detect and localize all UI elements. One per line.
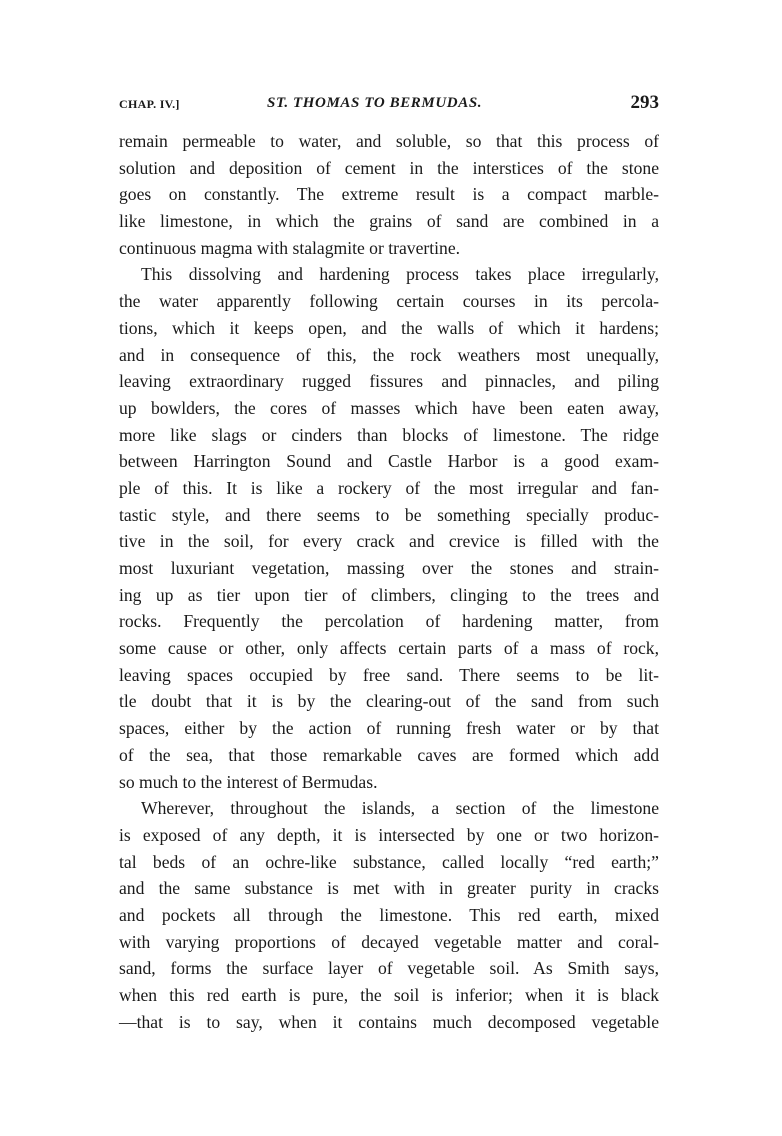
text-line: the water apparently following certain courses in its percola-	[119, 291, 659, 312]
text-line: with varying proportions of decayed vegetable matter and coral-	[119, 931, 659, 952]
text-line: most luxuriant vegetation, massing over the stones and strain-	[119, 558, 659, 578]
text-line: leaving spaces occupied by free sand. There seems to be lit-	[119, 664, 659, 685]
text-line: of the sea, that those remarkable caves are formed which add	[119, 744, 659, 765]
running-title: ST. THOMAS TO BERMUDAS.	[267, 95, 483, 111]
text-line: up bowlders, the cores of masses which have been eaten away,	[119, 397, 659, 418]
text-line: tions, which it keeps open, and the walls of which it hardens;	[119, 317, 659, 338]
text-line: and pockets all through the limestone. This red earth, mixed	[119, 904, 659, 925]
text-line: sand, forms the surface layer of vegetable soil. As Smith says,	[119, 958, 659, 979]
text-line: so much to the interest of Bermudas.	[119, 771, 378, 792]
text-line: ple of this. It is like a rockery of the most irregular and fan-	[119, 477, 659, 498]
text-line: ing up as tier upon tier of climbers, clinging to the trees and	[119, 584, 659, 605]
text-line: more like slags or cinders than blocks of limestone. The ridge	[119, 424, 659, 445]
text-line: and the same substance is met with in greater purity in cracks	[119, 878, 659, 899]
text-line: remain permeable to water, and soluble, so that this process of	[119, 131, 659, 151]
paragraph-start-line: Wherever, throughout the islands, a section of the limestone	[141, 798, 659, 819]
text-line: tal beds of an ochre-like substance, called locally “red earth;”	[119, 851, 659, 872]
text-line: —that is to say, when it contains much decomposed vegetable	[119, 1011, 659, 1032]
text-line: leaving extraordinary rugged fissures and pinnacles, and piling	[119, 371, 659, 392]
body-text	[119, 128, 659, 1035]
text-line: tle doubt that it is by the clearing-out of the sand from such	[119, 691, 659, 712]
text-line: continuous magma with stalagmite or travertine.	[119, 237, 461, 258]
text-line: like limestone, in which the grains of sand are combined in a	[119, 211, 659, 232]
text-line: and in consequence of this, the rock weathers most unequally,	[119, 344, 659, 365]
chapter-label: CHAP. IV.]	[119, 97, 180, 111]
text-line: between Harrington Sound and Castle Harbor is a good exam-	[119, 451, 659, 472]
text-line: spaces, either by the action of running fresh water or by that	[119, 718, 659, 739]
text-line: solution and deposition of cement in the interstices of the stone	[119, 157, 659, 178]
text-line: some cause or other, only affects certain parts of a mass of rock,	[119, 638, 659, 659]
paragraph-start-line: This dissolving and hardening process takes place irregularly,	[141, 264, 659, 285]
text-line: rocks. Frequently the percolation of hardening matter, from	[119, 611, 659, 632]
text-line: tive in the soil, for every crack and crevice is filled with the	[119, 531, 659, 552]
text-line: goes on constantly. The extreme result is a compact marble-	[119, 184, 659, 205]
text-line: tastic style, and there seems to be something specially produc-	[119, 504, 659, 525]
text-line: when this red earth is pure, the soil is inferior; when it is black	[119, 985, 659, 1005]
text-line: is exposed of any depth, it is intersected by one or two horizon-	[119, 824, 659, 845]
page-number: 293	[630, 92, 659, 113]
running-head	[119, 92, 659, 116]
